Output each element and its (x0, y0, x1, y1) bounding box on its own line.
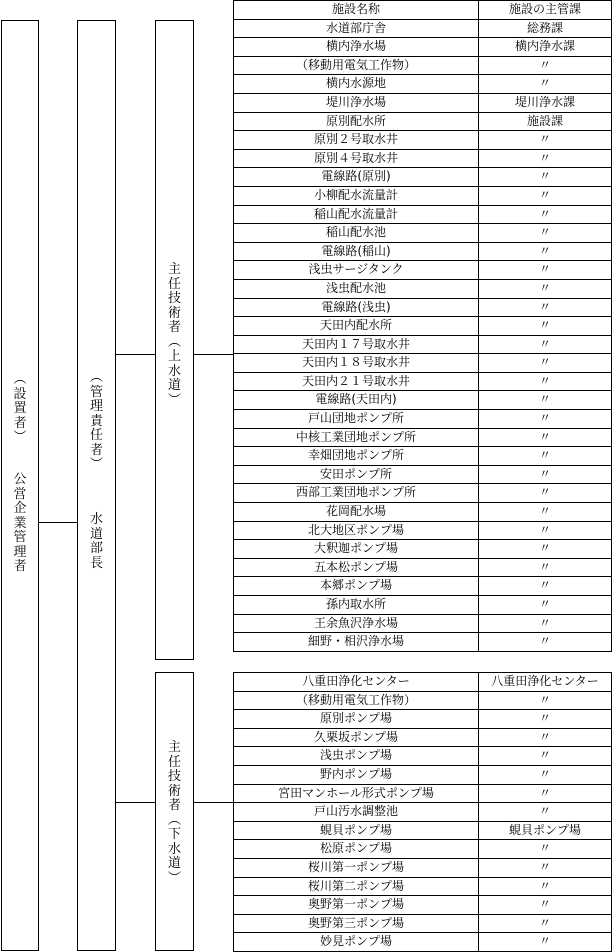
water-facility-cell: 電線路(稲山) (234, 242, 479, 261)
table-row (234, 877, 612, 896)
water-facility-cell: 天田内１７号取水井 (234, 335, 479, 354)
table-row (234, 298, 612, 317)
sewer-department-cell: 〃 (479, 896, 612, 915)
table-row (234, 447, 612, 466)
water-facility-cell: 五本松ポンプ場 (234, 558, 479, 577)
table-row (234, 149, 612, 168)
water-table-header-row (234, 1, 612, 20)
water-facility-cell: 王余魚沢浄水場 (234, 614, 479, 633)
water-facility-cell: 戸山団地ポンプ所 (234, 410, 479, 429)
water-facility-cell: 大釈迦ポンプ場 (234, 540, 479, 559)
table-row (234, 821, 612, 840)
connector-installer-manager (39, 522, 77, 523)
water-department-cell: 〃 (479, 503, 612, 522)
table-row (234, 840, 612, 859)
sewer-facility-cell: 八重田浄化センター (234, 673, 479, 692)
table-row (234, 56, 612, 75)
water-facility-cell: 電線路(原別) (234, 168, 479, 187)
water-department-cell: 〃 (479, 317, 612, 336)
sewer-facility-cell: 松原ポンプ場 (234, 840, 479, 859)
water-facility-cell: 細野・相沢浄水場 (234, 633, 479, 652)
table-row (234, 410, 612, 429)
table-row (234, 540, 612, 559)
water-facility-cell: 稲山配水池 (234, 224, 479, 243)
table-row (234, 19, 612, 38)
sewer-department-cell: 〃 (479, 840, 612, 859)
table-row (234, 858, 612, 877)
sewer-facility-cell: 奥野第一ポンプ場 (234, 896, 479, 915)
table-row (234, 558, 612, 577)
table-row (234, 728, 612, 747)
table-row (234, 242, 612, 261)
sewer-department-cell: 〃 (479, 728, 612, 747)
water-facility-cell: 本郷ポンプ場 (234, 577, 479, 596)
table-row (234, 691, 612, 710)
water-facility-cell: 天田内配水所 (234, 317, 479, 336)
connector-chief-water-table (194, 354, 233, 355)
sewer-facility-cell: 浅虫ポンプ場 (234, 747, 479, 766)
table-row (234, 131, 612, 150)
water-department-cell: 横内浄水課 (479, 38, 612, 57)
sewer-facility-cell: 戸山汚水調整池 (234, 803, 479, 822)
sewer-department-cell: 〃 (479, 691, 612, 710)
water-facility-cell: 中核工業団地ポンプ所 (234, 428, 479, 447)
sewer-department-cell: 〃 (479, 858, 612, 877)
manager-box (77, 20, 116, 951)
water-department-cell: 総務課 (479, 19, 612, 38)
water-department-cell: 〃 (479, 354, 612, 373)
water-department-cell: 〃 (479, 465, 612, 484)
water-facility-cell: 天田内２１号取水井 (234, 372, 479, 391)
water-facility-cell: 原別配水所 (234, 112, 479, 131)
table-row (234, 521, 612, 540)
table-row (234, 261, 612, 280)
table-row (234, 914, 612, 933)
table-row (234, 186, 612, 205)
table-row (234, 354, 612, 373)
water-department-cell: 〃 (479, 596, 612, 615)
chief-water-box (155, 20, 194, 660)
table-row (234, 577, 612, 596)
chief-sewer-label: 主 任 技 術 者 ︵ 下 水 道 ︶ (167, 740, 181, 886)
table-row (234, 38, 612, 57)
table-row (234, 372, 612, 391)
water-department-cell: 〃 (479, 391, 612, 410)
water-department-cell: 〃 (479, 633, 612, 652)
table-row (234, 803, 612, 822)
table-row (234, 112, 612, 131)
table-row (234, 633, 612, 652)
sewer-facility-cell: 野内ポンプ場 (234, 765, 479, 784)
water-department-cell: 〃 (479, 261, 612, 280)
water-facility-cell: 横内水源地 (234, 75, 479, 94)
table-row (234, 279, 612, 298)
table-row (234, 765, 612, 784)
table-row (234, 428, 612, 447)
water-department-cell: 〃 (479, 447, 612, 466)
water-facility-cell: 原別２号取水井 (234, 131, 479, 150)
water-department-cell: 〃 (479, 56, 612, 75)
water-facility-cell: 水道部庁舎 (234, 19, 479, 38)
water-facility-cell: 幸畑団地ポンプ所 (234, 447, 479, 466)
table-row (234, 933, 612, 952)
water-department-cell: 〃 (479, 131, 612, 150)
table-row (234, 710, 612, 729)
water-facility-cell: 花岡配水場 (234, 503, 479, 522)
sewer-department-cell: 蜆貝ポンプ場 (479, 821, 612, 840)
sewer-department-cell: 〃 (479, 747, 612, 766)
table-row (234, 75, 612, 94)
water-department-cell: 施設課 (479, 112, 612, 131)
sewer-facility-cell: 宮田マンホール形式ポンプ場 (234, 784, 479, 803)
table-row (234, 93, 612, 112)
sewer-department-cell: 〃 (479, 877, 612, 896)
table-row (234, 205, 612, 224)
water-facility-cell: 浅虫サージタンク (234, 261, 479, 280)
water-department-cell: 〃 (479, 335, 612, 354)
sewer-facility-cell: 桜川第二ポンプ場 (234, 877, 479, 896)
water-department-cell: 〃 (479, 186, 612, 205)
water-department-cell: 〃 (479, 242, 612, 261)
table-row (234, 224, 612, 243)
table-row (234, 673, 612, 692)
connector-manager-chiefs-lower (116, 802, 155, 803)
water-header-department: 施設の主管課 (479, 1, 612, 20)
water-department-cell: 〃 (479, 540, 612, 559)
water-facility-cell: 稲山配水流量計 (234, 205, 479, 224)
water-facility-cell: 西部工業団地ポンプ所 (234, 484, 479, 503)
water-department-cell: 〃 (479, 149, 612, 168)
water-department-cell: 〃 (479, 428, 612, 447)
manager-role: ︵ 管 理 責 任 者 ︶ (89, 370, 103, 472)
water-department-cell: 〃 (479, 372, 612, 391)
water-facility-cell: 孫内取水所 (234, 596, 479, 615)
water-department-cell: 〃 (479, 614, 612, 633)
water-department-cell: 〃 (479, 279, 612, 298)
sewer-facility-cell: 久栗坂ポンプ場 (234, 728, 479, 747)
sewer-department-cell: 八重田浄化センター (479, 673, 612, 692)
water-department-cell: 〃 (479, 484, 612, 503)
water-facility-cell: 電線路(天田内) (234, 391, 479, 410)
chief-sewer-box (155, 672, 194, 951)
water-facility-cell: 北大地区ポンプ場 (234, 521, 479, 540)
installer-box (1, 20, 39, 951)
water-facility-cell: 天田内１８号取水井 (234, 354, 479, 373)
water-department-cell: 〃 (479, 410, 612, 429)
water-header-facility: 施設名称 (234, 1, 479, 20)
connector-manager-chiefs (116, 354, 155, 355)
water-facility-cell: 電線路(浅虫) (234, 298, 479, 317)
sewer-facility-cell: 妙見ポンプ場 (234, 933, 479, 952)
connector-chief-sewer-table (194, 802, 233, 803)
water-department-cell: 堤川浄水課 (479, 93, 612, 112)
water-department-cell: 〃 (479, 75, 612, 94)
sewer-facility-cell: 蜆貝ポンプ場 (234, 821, 479, 840)
chief-water-label: 主 任 技 術 者 ︵ 上 水 道 ︶ (167, 262, 181, 408)
table-row (234, 391, 612, 410)
water-department-cell: 〃 (479, 577, 612, 596)
table-row (234, 335, 612, 354)
water-department-cell: 〃 (479, 558, 612, 577)
table-row (234, 747, 612, 766)
sewer-facility-cell: （移動用電気工作物） (234, 691, 479, 710)
table-row (234, 896, 612, 915)
water-department-cell: 〃 (479, 224, 612, 243)
water-facility-cell: 横内浄水場 (234, 38, 479, 57)
installer-role: ︵ 設 置 者 ︶ (13, 372, 27, 445)
installer-title: 公 営 企 業 管 理 者 (13, 472, 27, 574)
water-department-cell: 〃 (479, 521, 612, 540)
water-facility-cell: 原別４号取水井 (234, 149, 479, 168)
table-row (234, 614, 612, 633)
water-department-cell: 〃 (479, 168, 612, 187)
sewer-department-cell: 〃 (479, 765, 612, 784)
water-facility-cell: 堤川浄水場 (234, 93, 479, 112)
water-facility-cell: （移動用電気工作物） (234, 56, 479, 75)
sewer-facility-cell: 原別ポンプ場 (234, 710, 479, 729)
table-row (234, 596, 612, 615)
sewer-facility-cell: 桜川第一ポンプ場 (234, 858, 479, 877)
table-row (234, 784, 612, 803)
table-row (234, 465, 612, 484)
water-department-cell: 〃 (479, 298, 612, 317)
water-facility-table (233, 0, 612, 652)
water-facility-cell: 小柳配水流量計 (234, 186, 479, 205)
table-row (234, 168, 612, 187)
sewer-facility-table (233, 672, 612, 952)
water-facility-cell: 浅虫配水池 (234, 279, 479, 298)
sewer-department-cell: 〃 (479, 803, 612, 822)
manager-title: 水 道 部 長 (89, 512, 103, 571)
sewer-department-cell: 〃 (479, 933, 612, 952)
sewer-facility-cell: 奥野第三ポンプ場 (234, 914, 479, 933)
water-department-cell: 〃 (479, 205, 612, 224)
water-facility-cell: 安田ポンプ所 (234, 465, 479, 484)
sewer-department-cell: 〃 (479, 710, 612, 729)
table-row (234, 317, 612, 336)
sewer-department-cell: 〃 (479, 784, 612, 803)
table-row (234, 484, 612, 503)
sewer-department-cell: 〃 (479, 914, 612, 933)
table-row (234, 503, 612, 522)
